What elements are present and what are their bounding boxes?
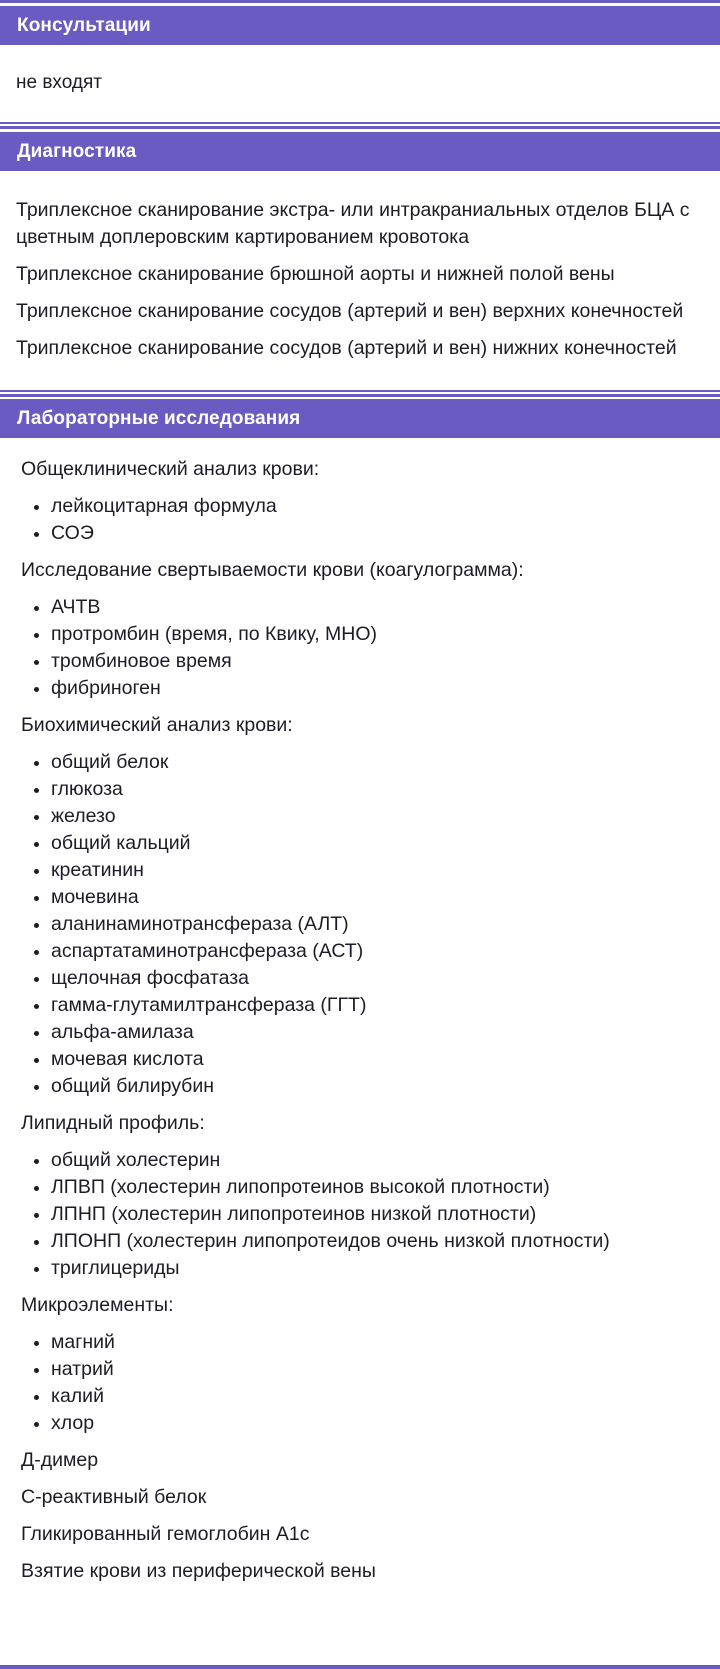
- list-item: общий билирубин: [0, 1073, 720, 1100]
- lab-single-item: Д-димер: [21, 1449, 99, 1471]
- diagnostics-section: [0, 132, 720, 384]
- list-item: магний: [0, 1329, 720, 1356]
- list-item: ЛПОНП (холестерин липопротеидов очень низкой плотности): [0, 1228, 720, 1255]
- diagnostics-item: Триплексное сканирование экстра- или интракраниальных отделов БЦА с цветным доплеровским картированием кровотока: [16, 199, 690, 248]
- lab-group-list: [0, 1329, 720, 1437]
- list-item: хлор: [0, 1410, 720, 1437]
- list-item: аланинаминотрансфераза (АЛТ): [0, 911, 720, 938]
- lab-single-item: Взятие крови из периферической вены: [21, 1560, 376, 1582]
- lab-group-list: [0, 493, 720, 547]
- list-item: тромбиновое время: [0, 648, 720, 675]
- consultations-section: [0, 6, 720, 122]
- consultations-text: не входят: [16, 72, 102, 93]
- lab-group-title: Микроэлементы:: [21, 1294, 174, 1316]
- diagnostics-item: Триплексное сканирование брюшной аорты и нижней полой вены: [16, 263, 615, 285]
- list-item: СОЭ: [0, 520, 720, 547]
- list-item: лейкоцитарная формула: [0, 493, 720, 520]
- section-header-consultations: Консультации: [0, 6, 720, 45]
- list-item: креатинин: [0, 857, 720, 884]
- lab-group-list: [0, 594, 720, 702]
- list-item: фибриноген: [0, 675, 720, 702]
- section-header-diagnostics: Диагностика: [0, 132, 720, 171]
- list-item: ЛПНП (холестерин липопротеинов низкой плотности): [0, 1201, 720, 1228]
- section-header-lab: Лабораторные исследования: [0, 399, 720, 438]
- lab-group-title: Общеклинический анализ крови:: [21, 458, 320, 480]
- lab-section: [0, 399, 720, 1585]
- list-item: ЛПВП (холестерин липопротеинов высокой плотности): [0, 1174, 720, 1201]
- list-item: общий кальций: [0, 830, 720, 857]
- lab-group-list: [0, 749, 720, 1100]
- lab-single-item: Гликированный гемоглобин А1с: [21, 1523, 310, 1545]
- list-item: глюкоза: [0, 776, 720, 803]
- lab-single-item: С-реактивный белок: [21, 1486, 207, 1508]
- lab-group-title: Биохимический анализ крови:: [21, 714, 293, 736]
- list-item: натрий: [0, 1356, 720, 1383]
- list-item: альфа-амилаза: [0, 1019, 720, 1046]
- section-divider: [0, 122, 720, 129]
- list-item: аспартатаминотрансфераза (АСТ): [0, 938, 720, 965]
- lab-group-list: [0, 1147, 720, 1282]
- list-item: щелочная фосфатаза: [0, 965, 720, 992]
- list-item: калий: [0, 1383, 720, 1410]
- list-item: АЧТВ: [0, 594, 720, 621]
- list-item: мочевая кислота: [0, 1046, 720, 1073]
- list-item: общий холестерин: [0, 1147, 720, 1174]
- list-item: железо: [0, 803, 720, 830]
- bottom-divider: [0, 1665, 720, 1669]
- list-item: триглицериды: [0, 1255, 720, 1282]
- list-item: общий белок: [0, 749, 720, 776]
- list-item: мочевина: [0, 884, 720, 911]
- diagnostics-item: Триплексное сканирование сосудов (артерий и вен) нижних конечностей: [16, 337, 677, 359]
- lab-group-title: Исследование свертываемости крови (коагулограмма):: [21, 559, 524, 581]
- section-divider: [0, 390, 720, 397]
- list-item: протромбин (время, по Квику, МНО): [0, 621, 720, 648]
- list-item: гамма-глутамилтрансфераза (ГГТ): [0, 992, 720, 1019]
- lab-group-title: Липидный профиль:: [21, 1112, 205, 1134]
- diagnostics-item: Триплексное сканирование сосудов (артерий и вен) верхних конечностей: [16, 300, 684, 322]
